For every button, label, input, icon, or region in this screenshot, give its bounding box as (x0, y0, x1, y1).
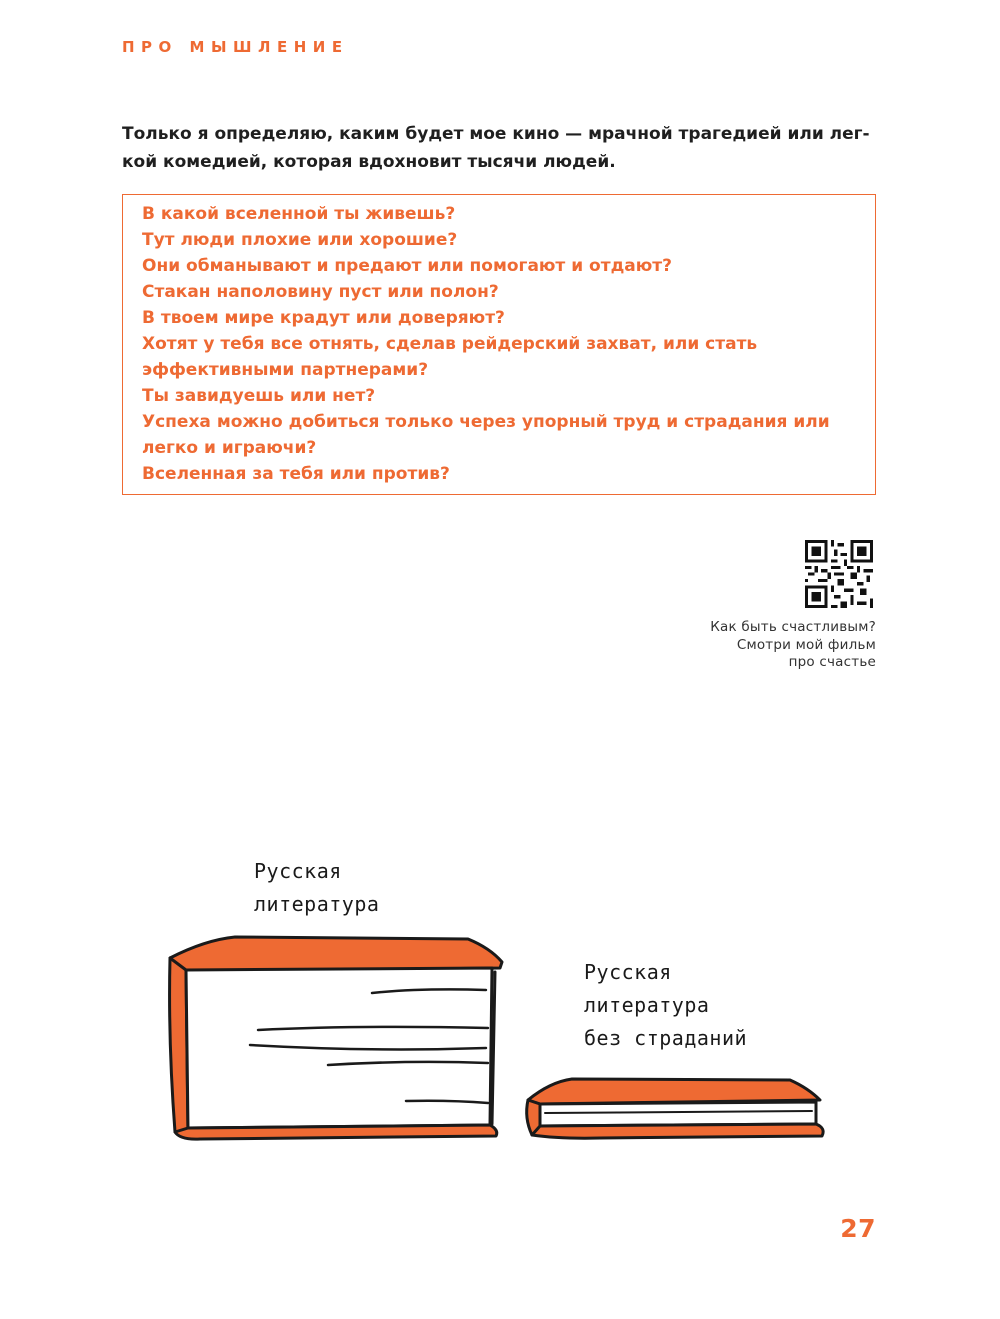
qr-code[interactable] (805, 540, 873, 608)
running-title: ПРО МЫШЛЕНИЕ (122, 38, 349, 56)
small-book-label-line: литература (584, 993, 710, 1017)
question-item: Хотят у тебя все отнять, сделав рейдерский захват, или стать эффективными партнерами? (142, 334, 758, 380)
page-number: 27 (840, 1214, 876, 1243)
question-item: В твоем мире крадут или доверяют? (142, 308, 505, 328)
question-item: Успеха можно добиться только через упорный труд и страдания или легко и играючи? (142, 412, 830, 458)
intro-paragraph: Только я определяю, каким будет мое кино — мрачной трагедией или лег-кой комедией, которая вдохновит тысячи людей. (122, 124, 870, 172)
small-book-icon (527, 1079, 823, 1138)
question-item: Стакан наполовину пуст или полон? (142, 282, 499, 302)
question-item: Они обманывают и предают или помогают и отдают? (142, 256, 673, 276)
qr-caption-line: Смотри мой фильм (736, 636, 876, 653)
big-book-label-line: Русская (254, 859, 342, 883)
qr-caption (710, 619, 876, 672)
big-book-label-line: литература (254, 892, 380, 916)
small-book-label-line: Русская (584, 960, 672, 984)
question-list (142, 201, 875, 487)
question-item: Ты завидуешь или нет? (142, 386, 376, 406)
question-item: Вселенная за тебя или против? (142, 464, 450, 484)
question-item: В какой вселенной ты живешь? (142, 204, 456, 224)
small-book-label-line: без страданий (584, 1026, 748, 1050)
questions-box (122, 194, 876, 495)
big-book-icon (170, 937, 502, 1139)
books-illustration (0, 840, 1000, 1160)
qr-caption-line: Как быть счастливым? (710, 619, 876, 635)
question-item: Тут люди плохие или хорошие? (142, 230, 458, 250)
qr-caption-line: про счастье (788, 654, 876, 670)
